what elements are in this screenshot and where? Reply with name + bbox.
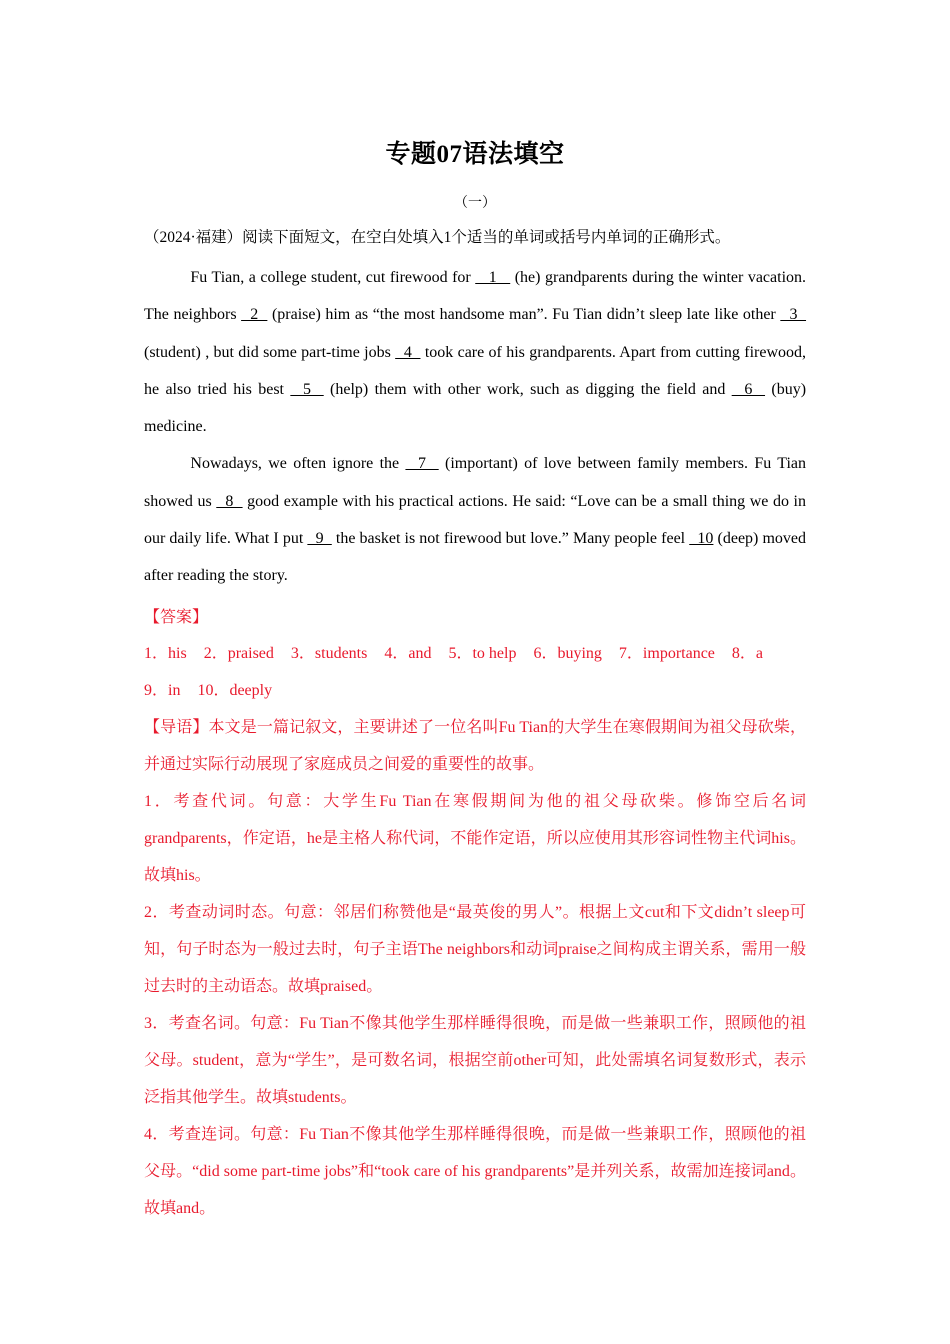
instructions: （2024·福建）阅读下面短文，在空白处填入1个适当的单词或括号内单词的正确形式。 bbox=[144, 229, 731, 246]
explanation-1: 1．考查代词。句意：大学生Fu Tian在寒假期间为他的祖父母砍柴。修饰空后名词grandparents，作定语，he是主格人称代词，不能作定语，所以应使用其形容词性物主代词his。故填his。 bbox=[144, 793, 806, 885]
blank-7: 7 bbox=[405, 455, 439, 473]
blank-10: 10 bbox=[689, 530, 714, 548]
explanation-4: 4．考查连词。句意：Fu Tian不像其他学生那样睡得很晚，而是做一些兼职工作，照顾他的祖父母。“did some part-time jobs”和“took care of his grandparents”是并列关系，故需加连接词and。故填and。 bbox=[144, 1126, 806, 1218]
guide-label: 【导语】 bbox=[144, 719, 209, 737]
answer-item: 8．a bbox=[731, 644, 764, 662]
page-title: 专题07语法填空 bbox=[385, 141, 565, 168]
answer-item: 6．buying bbox=[533, 644, 602, 662]
guide-paragraph bbox=[144, 709, 806, 783]
blank-4: 4 bbox=[395, 343, 421, 361]
explanation-3: 3．考查名词。句意：Fu Tian不像其他学生那样睡得很晚，而是做一些兼职工作，照顾他的祖父母。student，意为“学生”，是可数名词，根据空前other可知，此处需填名词复数形式，表示泛指其他学生。故填students。 bbox=[144, 1015, 806, 1107]
guide-text: 本文是一篇记叙文，主要讲述了一位名叫Fu Tian的大学生在寒假期间为祖父母砍柴，并通过实际行动展现了家庭成员之间爱的重要性的故事。 bbox=[144, 719, 806, 774]
content-body bbox=[144, 224, 806, 1227]
blank-5: 5 bbox=[290, 380, 324, 398]
answer-heading: 【答案】 bbox=[144, 608, 209, 626]
answer-list bbox=[144, 635, 806, 710]
answer-item: 3．students bbox=[290, 644, 368, 662]
passage-paragraph-1: Fu Tian, a college student, cut firewood for 1 (he) grandparents during the winter vacation. The neighbors 2 (praise) him as “the most handsome man”. Fu Tian didn’t sleep late like other 3 (student) , but did some part-time jobs 4 took care of his grandparents. Apart from cutting firewood, he also tried his best 5 (help) them with other work, such as digging the field and 6 (buy) medicine. bbox=[144, 269, 807, 436]
answer-item: 7．importance bbox=[618, 644, 715, 662]
blank-9: 9 bbox=[307, 530, 332, 548]
explanation-2: 2．考查动词时态。句意：邻居们称赞他是“最英俊的男人”。根据上文cut和下文didn’t sleep可知，句子时态为一般过去时，句子主语The neighbors和动词praise之间构成主谓关系，需用一般过去时的主动语态。故填praised。 bbox=[144, 904, 806, 996]
answer-item: 9．in bbox=[144, 681, 181, 699]
passage-paragraph-2: Nowadays, we often ignore the 7 (important) of love between family members. Fu Tian showed us 8 good example with his practical actions. He said: “Love can be a small thing we do in our daily life. What I put 9 the basket is not firewood but love.” Many people feel 10 (deep) moved after reading the story. bbox=[144, 455, 807, 585]
blank-6: 6 bbox=[731, 380, 766, 398]
answer-item: 2．praised bbox=[203, 644, 274, 662]
answer-item: 1．his bbox=[144, 644, 187, 662]
answer-item: 10．deeply bbox=[197, 681, 273, 699]
blank-1: 1 bbox=[475, 269, 511, 286]
answer-item: 5．to help bbox=[448, 644, 517, 662]
answer-item: 4．and bbox=[384, 644, 432, 662]
section-number: （一） bbox=[454, 196, 496, 211]
blank-2: 2 bbox=[241, 306, 268, 324]
blank-3: 3 bbox=[780, 306, 807, 324]
blank-8: 8 bbox=[216, 492, 243, 510]
